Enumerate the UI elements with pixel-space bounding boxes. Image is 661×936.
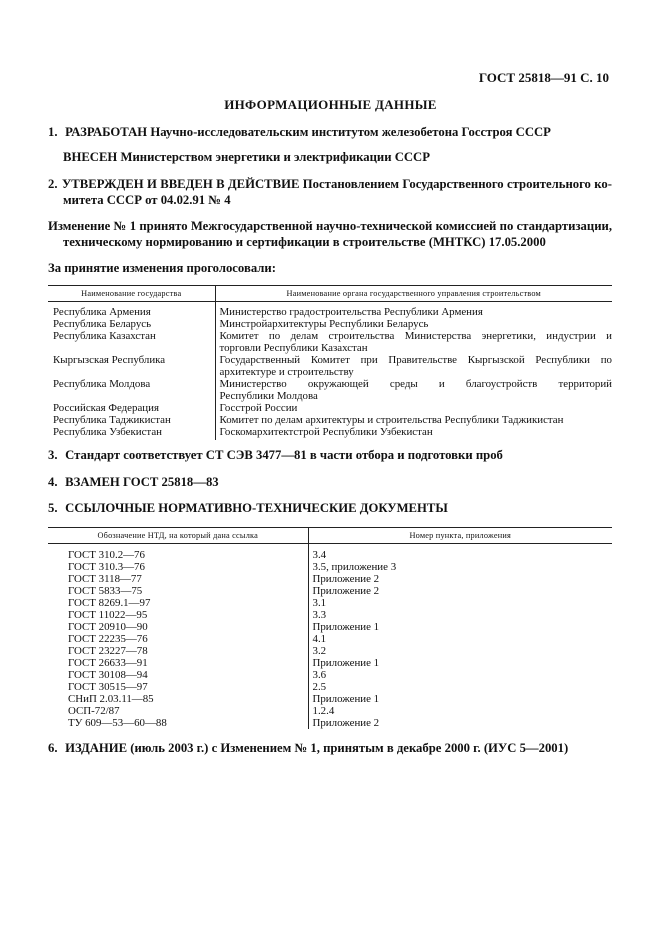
vote-org-line: Министерство градостроительства Республики Армения [219, 306, 483, 318]
vote-state-cell: Республика Армения [53, 306, 151, 318]
change-note-line-2: техническому нормированию и сертификации в строительстве (МНТКС) 17.05.2000 [63, 235, 546, 249]
vote-table-row [48, 378, 612, 402]
vote-table-row [48, 318, 612, 330]
section-1-text: Научно-исследовательским институтом железобетона Госстроя СССР [150, 125, 551, 139]
vote-heading: За принятие изменения проголосовали: [48, 261, 276, 275]
vote-org-line: Республики Молдова [219, 390, 318, 402]
section-5 [48, 500, 448, 516]
vote-org-line: Минстройархитектуры Республики Беларусь [219, 318, 429, 330]
section-6-text: ИЗДАНИЕ (июль 2003 г.) с Изменением № 1, принятым в декабре 2000 г. (ИУС 5—2001) [65, 741, 569, 755]
reference-doc-cell: СНиП 2.03.11—85 [68, 693, 154, 705]
references-row [48, 681, 612, 693]
vote-org-line: торговли Республики Казахстан [219, 342, 368, 354]
references-row [48, 609, 612, 621]
change-note-text-1: Изменение № 1 принято Межгосударственной научно-технической комиссией по стандартизации, [48, 219, 612, 233]
page-header: ГОСТ 25818—91 С. 10 [478, 70, 609, 85]
references-table [48, 527, 612, 729]
change-note-line-1 [48, 218, 612, 234]
reference-doc-cell: ГОСТ 23227—78 [68, 645, 148, 657]
reference-doc-cell: ГОСТ 30108—94 [68, 669, 148, 681]
reference-clause-cell: Приложение 2 [308, 585, 612, 597]
vote-state-cell: Республика Узбекистан [53, 426, 162, 438]
reference-clause-cell: 3.4 [308, 544, 612, 562]
section-5-number: 5. [48, 501, 58, 515]
vote-table-row [48, 330, 612, 354]
reference-doc-cell: ГОСТ 26633—91 [68, 657, 148, 669]
reference-doc-cell: ТУ 609—53—60—88 [68, 717, 167, 729]
page-title: ИНФОРМАЦИОННЫЕ ДАННЫЕ [224, 97, 437, 112]
vote-table-row [48, 426, 612, 440]
references-row [48, 621, 612, 633]
references-row [48, 705, 612, 717]
reference-doc-cell: ОСП-72/87 [68, 705, 120, 717]
vote-table-row [48, 414, 612, 426]
section-5-text: ССЫЛОЧНЫЕ НОРМАТИВНО-ТЕХНИЧЕСКИЕ ДОКУМЕНТЫ [65, 501, 448, 515]
vote-org-cell [215, 330, 612, 354]
vote-org-cell [215, 402, 612, 414]
references-row [48, 669, 612, 681]
reference-doc-cell: ГОСТ 3118—77 [68, 573, 142, 585]
references-row [48, 585, 612, 597]
references-row [48, 645, 612, 657]
vote-state-cell: Российская Федерация [53, 402, 159, 414]
references-row [48, 573, 612, 585]
section-3-text: Стандарт соответствует СТ СЭВ 3477—81 в части отбора и подготовки проб [65, 448, 503, 462]
vote-org-cell [215, 426, 612, 440]
references-row [48, 693, 612, 705]
vote-org-cell [215, 414, 612, 426]
section-3 [48, 447, 503, 463]
vote-org-cell [215, 302, 612, 319]
section-6 [48, 740, 568, 756]
vote-org-cell [215, 354, 612, 378]
references-row [48, 597, 612, 609]
reference-clause-cell: 3.3 [308, 609, 612, 621]
reference-clause-cell: 3.5, приложение 3 [308, 561, 612, 573]
reference-clause-cell: 4.1 [308, 633, 612, 645]
vote-state-cell: Республика Таджикистан [53, 414, 171, 426]
section-1-vnesen [63, 149, 430, 165]
section-3-number: 3. [48, 448, 58, 462]
reference-doc-cell: ГОСТ 20910—90 [68, 621, 148, 633]
vote-table-header-state: Наименование государства [48, 286, 215, 302]
vote-org-line: архитектуре и строительству [219, 366, 354, 378]
references-row [48, 717, 612, 729]
reference-clause-cell: 3.6 [308, 669, 612, 681]
reference-doc-cell: ГОСТ 310.3—76 [68, 561, 145, 573]
section-2-lead: УТВЕРЖДЕН И ВВЕДЕН В ДЕЙСТВИЕ [62, 177, 300, 191]
vnesen-text: Министерством энергетики и электрификации СССР [120, 150, 430, 164]
reference-clause-cell: 2.5 [308, 681, 612, 693]
section-4-text: ВЗАМЕН ГОСТ 25818—83 [65, 475, 219, 489]
section-6-number: 6. [48, 741, 58, 755]
reference-clause-cell: Приложение 1 [308, 693, 612, 705]
reference-clause-cell: 3.2 [308, 645, 612, 657]
vote-org-line: Госкомархитектстрой Республики Узбекистан [219, 426, 433, 438]
vote-state-cell: Республика Казахстан [53, 330, 156, 342]
reference-doc-cell: ГОСТ 8269.1—97 [68, 597, 151, 609]
references-row [48, 561, 612, 573]
references-row [48, 633, 612, 645]
reference-doc-cell: ГОСТ 310.2—76 [68, 549, 145, 561]
vote-org-line: Комитет по делам архитектуры и строительства Республики Таджикистан [219, 414, 564, 426]
reference-doc-cell: ГОСТ 5833—75 [68, 585, 143, 597]
vote-table-row [48, 302, 612, 319]
reference-clause-cell: Приложение 2 [308, 573, 612, 585]
references-header-clause: Номер пункта, приложения [308, 528, 612, 544]
references-row [48, 544, 612, 562]
reference-clause-cell: Приложение 1 [308, 657, 612, 669]
vote-table-row [48, 402, 612, 414]
vote-org-cell [215, 318, 612, 330]
reference-clause-cell: 1.2.4 [308, 705, 612, 717]
section-2-line-2: митета СССР от 04.02.91 № 4 [63, 193, 231, 207]
section-1-number: 1. [48, 125, 58, 139]
vote-table [48, 285, 612, 440]
section-1 [48, 124, 551, 140]
vote-org-cell [215, 378, 612, 402]
section-2 [48, 176, 612, 192]
section-1-lead: РАЗРАБОТАН [65, 125, 148, 139]
reference-doc-cell: ГОСТ 22235—76 [68, 633, 148, 645]
vote-table-row [48, 354, 612, 378]
section-2-text: Постановлением Государственного строительного ко- [302, 177, 612, 191]
vote-table-header-org: Наименование органа государственного управления строительством [215, 286, 612, 302]
vote-state-cell: Республика Беларусь [53, 318, 152, 330]
vote-org-line: Министерство окружающей среды и благоустройств территорий [219, 378, 612, 390]
vote-org-line: Государственный Комитет при Правительстве Кыргызской Республики по [219, 354, 612, 366]
vnesen-lead: ВНЕСЕН [63, 150, 118, 164]
section-4 [48, 474, 219, 490]
reference-doc-cell: ГОСТ 11022—95 [68, 609, 148, 621]
vote-state-cell: Кыргызская Республика [53, 354, 166, 366]
vote-org-line: Комитет по делам строительства Министерства энергетики, индустрии и [219, 330, 612, 342]
reference-doc-cell: ГОСТ 30515—97 [68, 681, 148, 693]
section-2-number: 2. [48, 177, 58, 191]
vote-state-cell: Республика Молдова [53, 378, 151, 390]
reference-clause-cell: Приложение 1 [308, 621, 612, 633]
reference-clause-cell: Приложение 2 [308, 717, 612, 729]
references-row [48, 657, 612, 669]
vote-org-line: Госстрой России [219, 402, 298, 414]
references-header-doc: Обозначение НТД, на который дана ссылка [48, 528, 308, 544]
reference-clause-cell: 3.1 [308, 597, 612, 609]
section-2-line-1 [48, 176, 612, 192]
section-4-number: 4. [48, 475, 58, 489]
